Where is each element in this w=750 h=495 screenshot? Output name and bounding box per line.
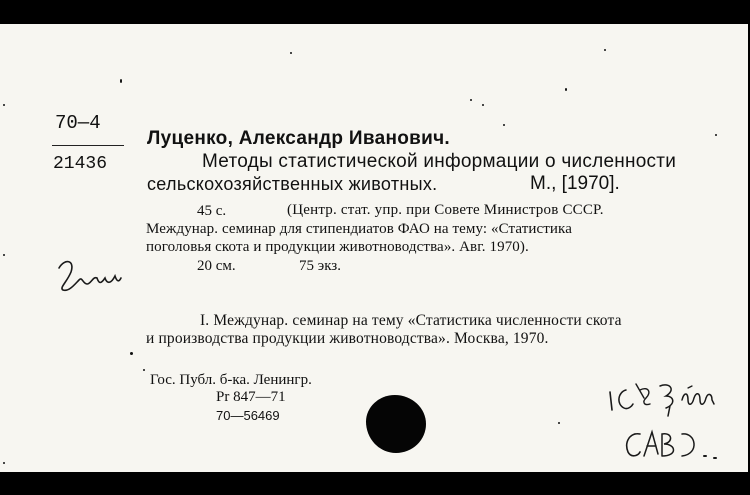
speck <box>3 104 5 106</box>
tracing-line-1: I. Междунар. семинар на тему «Статистика численности скота <box>200 312 622 329</box>
call-number-bottom: 21436 <box>53 154 108 174</box>
call-number-divider <box>52 145 124 146</box>
notes-line-1: (Центр. стат. упр. при Совете Министров СССР. <box>287 202 604 218</box>
speck <box>470 99 472 101</box>
imprint: М., [1970]. <box>530 173 620 194</box>
notes-line-2: Междунар. семинар для стипендиатов ФАО на тему: «Статистика <box>146 221 572 237</box>
speck <box>482 104 484 106</box>
title-line-1: Методы статистической информации о численности <box>202 151 677 172</box>
handwritten-margin-note <box>55 254 125 300</box>
speck <box>565 88 567 91</box>
handwritten-shelf-note <box>600 370 740 468</box>
title-line-2: сельскохозяйственных животных. <box>147 174 438 194</box>
catalog-card <box>0 24 748 472</box>
speck <box>604 49 606 51</box>
speck <box>3 462 5 464</box>
library-name: Гос. Публ. б-ка. Ленингр. <box>150 372 312 388</box>
speck <box>290 52 292 54</box>
speck <box>120 79 122 83</box>
speck <box>143 369 145 371</box>
call-number-top: 70—4 <box>55 112 101 134</box>
library-number: 70—56469 <box>216 408 280 423</box>
pagination: 45 с. <box>197 203 227 219</box>
speck <box>503 124 505 126</box>
ink-blot <box>366 395 426 453</box>
author-heading: Луценко, Александр Иванович. <box>147 128 451 149</box>
speck <box>715 134 717 136</box>
library-code: Pr 847—71 <box>216 389 286 405</box>
size: 20 см. <box>197 258 236 274</box>
speck <box>130 352 133 355</box>
copies: 75 экз. <box>299 258 341 274</box>
speck <box>3 254 5 256</box>
notes-line-3: поголовья скота и продукции животноводства». Авг. 1970). <box>146 239 529 255</box>
speck <box>558 422 560 424</box>
tracing-line-2: и производства продукции животноводства». Москва, 1970. <box>146 330 549 347</box>
